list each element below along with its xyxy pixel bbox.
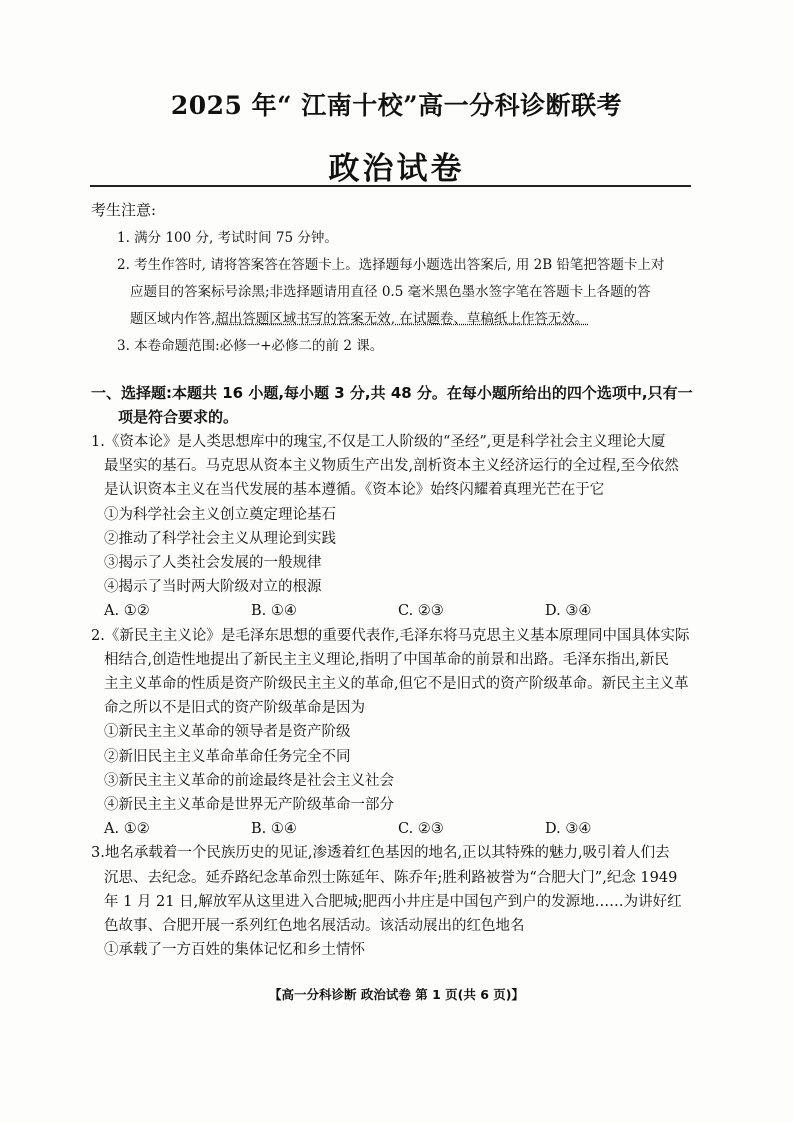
question-1 xyxy=(91,430,711,624)
question-3-line-4: 色故事、合肥开展一系列红色地名展活动。该活动展出的红色地名 xyxy=(104,918,525,935)
question-1-option-c: C. ②③ xyxy=(398,603,444,620)
exam-title: 2025 年“ 江南十校”高一分科诊断联考 xyxy=(170,91,623,120)
question-1-statement-3: ③揭示了人类社会发展的一般规律 xyxy=(104,555,322,572)
notice-emphasis: 超出答题区域书写的答案无效, 在试题卷、草稿纸上作答无效。 xyxy=(215,311,589,327)
question-2-statement-3: ③新民主主义革命的前途最终是社会主义社会 xyxy=(104,772,394,789)
section-heading-line-1: 一、选择题:本题共 16 小题,每小题 3 分,共 48 分。在每小题所给出的四个选项中,只有一 xyxy=(91,384,693,402)
question-2-option-c: C. ②③ xyxy=(398,821,444,838)
question-1-option-d: D. ③④ xyxy=(545,603,592,620)
question-1-statement-1: ①为科学社会主义创立奠定理论基石 xyxy=(104,506,336,523)
question-2-statement-2: ②新旧民主主义革命革命任务完全不同 xyxy=(104,748,351,765)
question-3 xyxy=(91,841,711,962)
notice-item-3: 3. 本卷命题范围:必修一+必修二的前 2 课。 xyxy=(117,338,384,354)
notice-heading: 考生注意: xyxy=(91,201,157,219)
question-2 xyxy=(91,624,711,842)
question-2-line-2: 相结合,创造性地提出了新民主主义理论,指明了中国革命的前景和出路。毛泽东指出,新民 xyxy=(104,651,669,668)
question-2-statement-1: ①新民主主义革命的领导者是资产阶级 xyxy=(104,724,351,741)
notice-item-2-line-3-text: 题区域内作答, xyxy=(130,311,216,327)
question-2-line-1: 2.《新民主主义论》是毛泽东思想的重要代表作,毛泽东将马克思主义基本原理同中国具体实际 xyxy=(91,627,690,644)
section-heading-line-2: 项是符合要求的。 xyxy=(118,408,239,426)
question-list xyxy=(91,430,711,962)
question-3-line-2: 沉思、去纪念。延乔路纪念革命烈士陈延年、陈乔年;胜利路被誉为“合肥大门”,纪念 1949 xyxy=(104,869,678,886)
notice-item-2-line-2: 应题目的答案标号涂黑;非选择题请用直径 0.5 毫米黑色墨水签字笔在答题卡上各题的答 xyxy=(130,284,651,300)
question-1-statement-2: ②推动了科学社会主义从理论到实践 xyxy=(104,530,336,547)
question-3-line-3: 年 1 月 21 日,解放军从这里进入合肥城;肥西小井庄是中国包产到户的发源地……为讲好红 xyxy=(104,893,682,910)
question-1-options xyxy=(91,599,711,623)
question-3-statement-1: ①承载了一方百姓的集体记忆和乡土情怀 xyxy=(104,942,365,959)
question-2-option-a: A. ①② xyxy=(104,821,150,838)
question-1-stem xyxy=(91,430,711,503)
notice-item-1: 1. 满分 100 分, 考试时间 75 分钟。 xyxy=(117,230,338,246)
question-1-statement-4: ④揭示了当时两大阶级对立的根源 xyxy=(104,579,322,596)
question-1-line-1: 1.《资本论》是人类思想库中的瑰宝,不仅是工人阶级的“圣经”,更是科学社会主义理论大厦 xyxy=(91,434,666,450)
section-heading xyxy=(91,381,711,429)
header-divider xyxy=(90,185,691,187)
question-3-line-1: 3.地名承载着一个民族历史的见证,渗透着红色基因的地名,正以其特殊的魅力,吸引着人们去 xyxy=(91,845,670,862)
question-3-stem xyxy=(91,841,711,938)
question-2-line-3: 主主义革命的性质是资产阶级民主主义的革命,但它不是旧式的资产阶级革命。新民主主义革 xyxy=(104,676,689,693)
page-footer: 【高一分科诊断 政治试卷 第 1 页(共 6 页)】 xyxy=(269,987,524,1002)
question-1-option-b: B. ①④ xyxy=(251,603,297,620)
question-2-option-d: D. ③④ xyxy=(545,821,592,838)
exam-subject-title: 政治试卷 xyxy=(328,151,465,187)
notice-list xyxy=(117,225,707,360)
question-1-option-a: A. ①② xyxy=(104,603,150,620)
notice-item-2-line-3 xyxy=(117,306,707,333)
question-2-options xyxy=(91,817,711,841)
question-2-option-b: B. ①④ xyxy=(251,821,297,838)
question-2-statement-4: ④新民主主义革命是世界无产阶级革命一部分 xyxy=(104,797,394,814)
question-1-line-3: 是认识资本主义在当代发展的基本遵循。《资本论》始终闪耀着真理光芒在于它 xyxy=(104,482,605,499)
question-2-line-4: 命之所以不是旧式的资产阶级革命是因为 xyxy=(104,700,365,717)
notice-item-2-line-1: 2. 考生作答时, 请将答案答在答题卡上。选择题每小题选出答案后, 用 2B 铅笔把答题卡上对 xyxy=(117,257,665,273)
question-1-line-2: 最坚实的基石。马克思从资本主义物质生产出发,剖析资本主义经济运行的全过程,至今依然 xyxy=(104,458,679,475)
question-2-stem xyxy=(91,624,711,721)
